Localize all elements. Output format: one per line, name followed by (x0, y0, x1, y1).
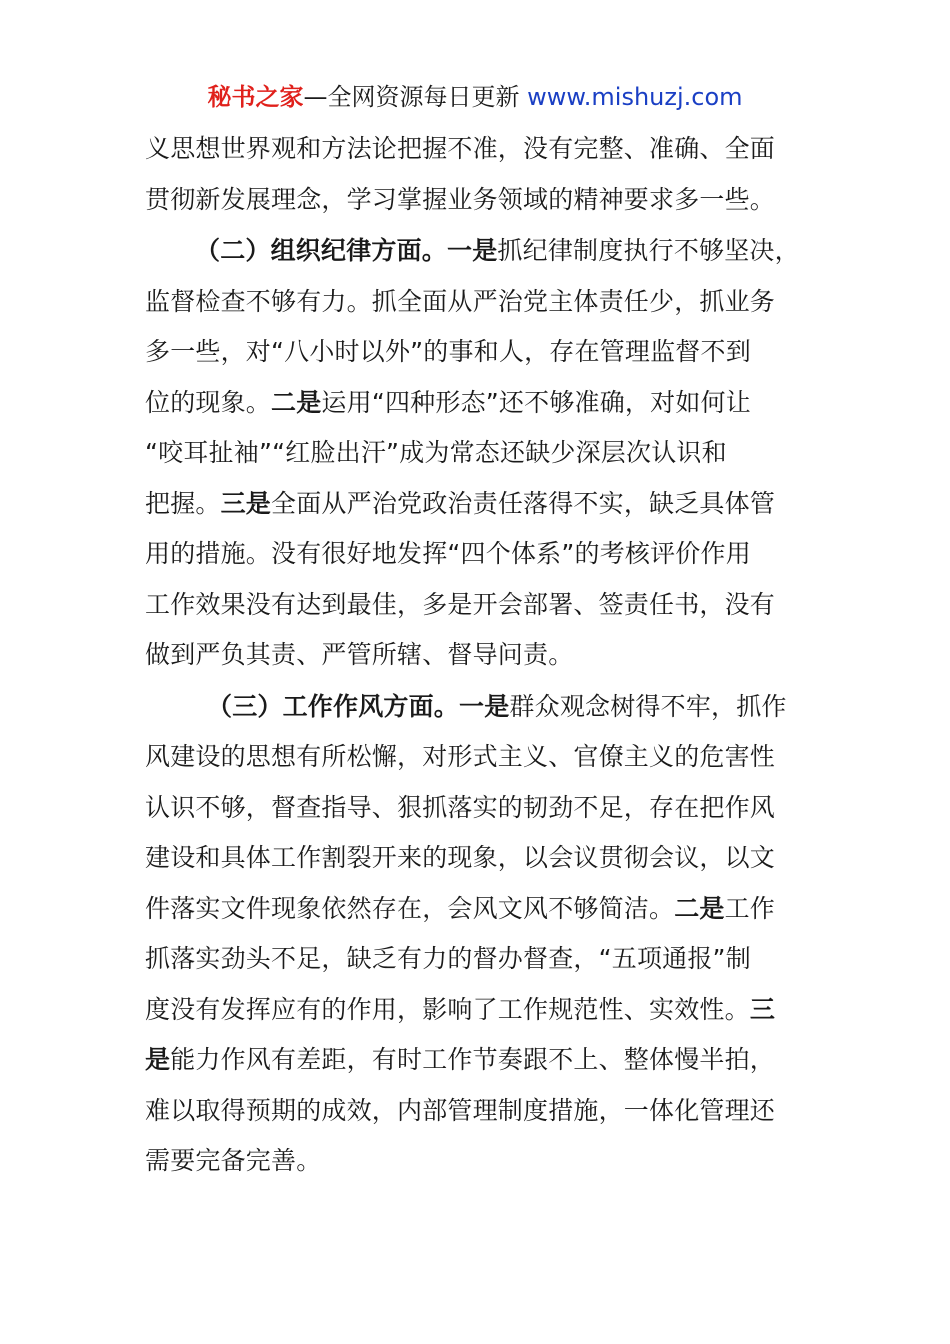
text-line (145, 682, 810, 733)
text-line (145, 479, 810, 530)
point-label: 一是 (459, 691, 510, 721)
text-line (145, 884, 810, 935)
point-label: 二是 (674, 893, 725, 923)
section-heading: （二）组织纪律方面。 (195, 236, 448, 265)
text-line: 建设和具体工作割裂开来的现象，以会议贯彻会议，以文 (145, 843, 776, 872)
text-run: 能力作风有差距，有时工作节奏跟不上、整体慢半拍， (170, 1045, 776, 1074)
site-url: www.mishuzj.com (527, 83, 743, 111)
text-run: 运用“四种形态”还不够准确，对如何让 (321, 387, 751, 417)
text-line: 难以取得预期的成效，内部管理制度措施，一体化管理还 (145, 1095, 776, 1125)
text-line: 抓落实劲头不足，缺乏有力的督办督查，“五项通报”制 (145, 944, 751, 973)
text-run: 度没有发挥应有的作用，影响了工作规范性、实效性。 (145, 994, 750, 1024)
brand-name: 秘书之家 (207, 83, 304, 111)
paragraph-2 (145, 226, 810, 681)
text-line: 义思想世界观和方法论把握不准，没有完整、准确、全面 (145, 134, 776, 163)
text-run: 全面从严治党政治责任落得不实，缺乏具体管 (271, 488, 776, 518)
point-label: 一是 (447, 236, 498, 265)
text-run: 位的现象。 (145, 387, 272, 417)
text-line: 需要完备完善。 (145, 1146, 322, 1175)
text-line (145, 378, 810, 429)
text-line (145, 1035, 810, 1086)
text-run: 群众观念树得不牢，抓作 (509, 691, 787, 721)
text-line: 认识不够，督查指导、狠抓落实的韧劲不足，存在把作风 (145, 792, 776, 822)
point-label: 是 (145, 1045, 171, 1074)
section-heading: （三）工作作风方面。 (207, 691, 460, 721)
text-line: 贯彻新发展理念，学习掌握业务领域的精神要求多一些。 (145, 184, 776, 214)
text-line: 用的措施。没有很好地发挥“四个体系”的考核评价作用 (145, 539, 751, 568)
header-tagline: —全网资源每日更新 (303, 83, 528, 111)
text-run: 抓纪律制度执行不够坚决， (497, 236, 800, 265)
text-run: 把握。 (145, 488, 221, 518)
text-line (145, 985, 810, 1036)
point-label: 三 (749, 994, 776, 1024)
text-line: 做到严负其责、严管所辖、督导问责。 (145, 640, 574, 669)
text-run: 件落实文件现象依然存在，会风文风不够简洁。 (145, 893, 675, 923)
page-header (0, 80, 950, 114)
paragraph-3 (145, 682, 810, 1187)
paragraph-1 (145, 124, 810, 225)
text-line: “咬耳扯袖”“红脸出汗”成为常态还缺少深层次认识和 (145, 438, 727, 467)
text-line: 监督检查不够有力。抓全面从严治党主体责任少，抓业务 (145, 286, 776, 316)
text-line: 多一些，对“八小时以外”的事和人，存在管理监督不到 (145, 337, 751, 366)
text-line (145, 226, 810, 277)
document-body (145, 124, 810, 1187)
point-label: 二是 (271, 387, 322, 417)
text-line: 风建设的思想有所松懈，对形式主义、官僚主义的危害性 (145, 742, 776, 771)
text-line: 工作效果没有达到最佳，多是开会部署、签责任书，没有 (145, 589, 776, 619)
point-label: 三是 (220, 488, 272, 518)
text-run: 工作 (724, 893, 776, 923)
